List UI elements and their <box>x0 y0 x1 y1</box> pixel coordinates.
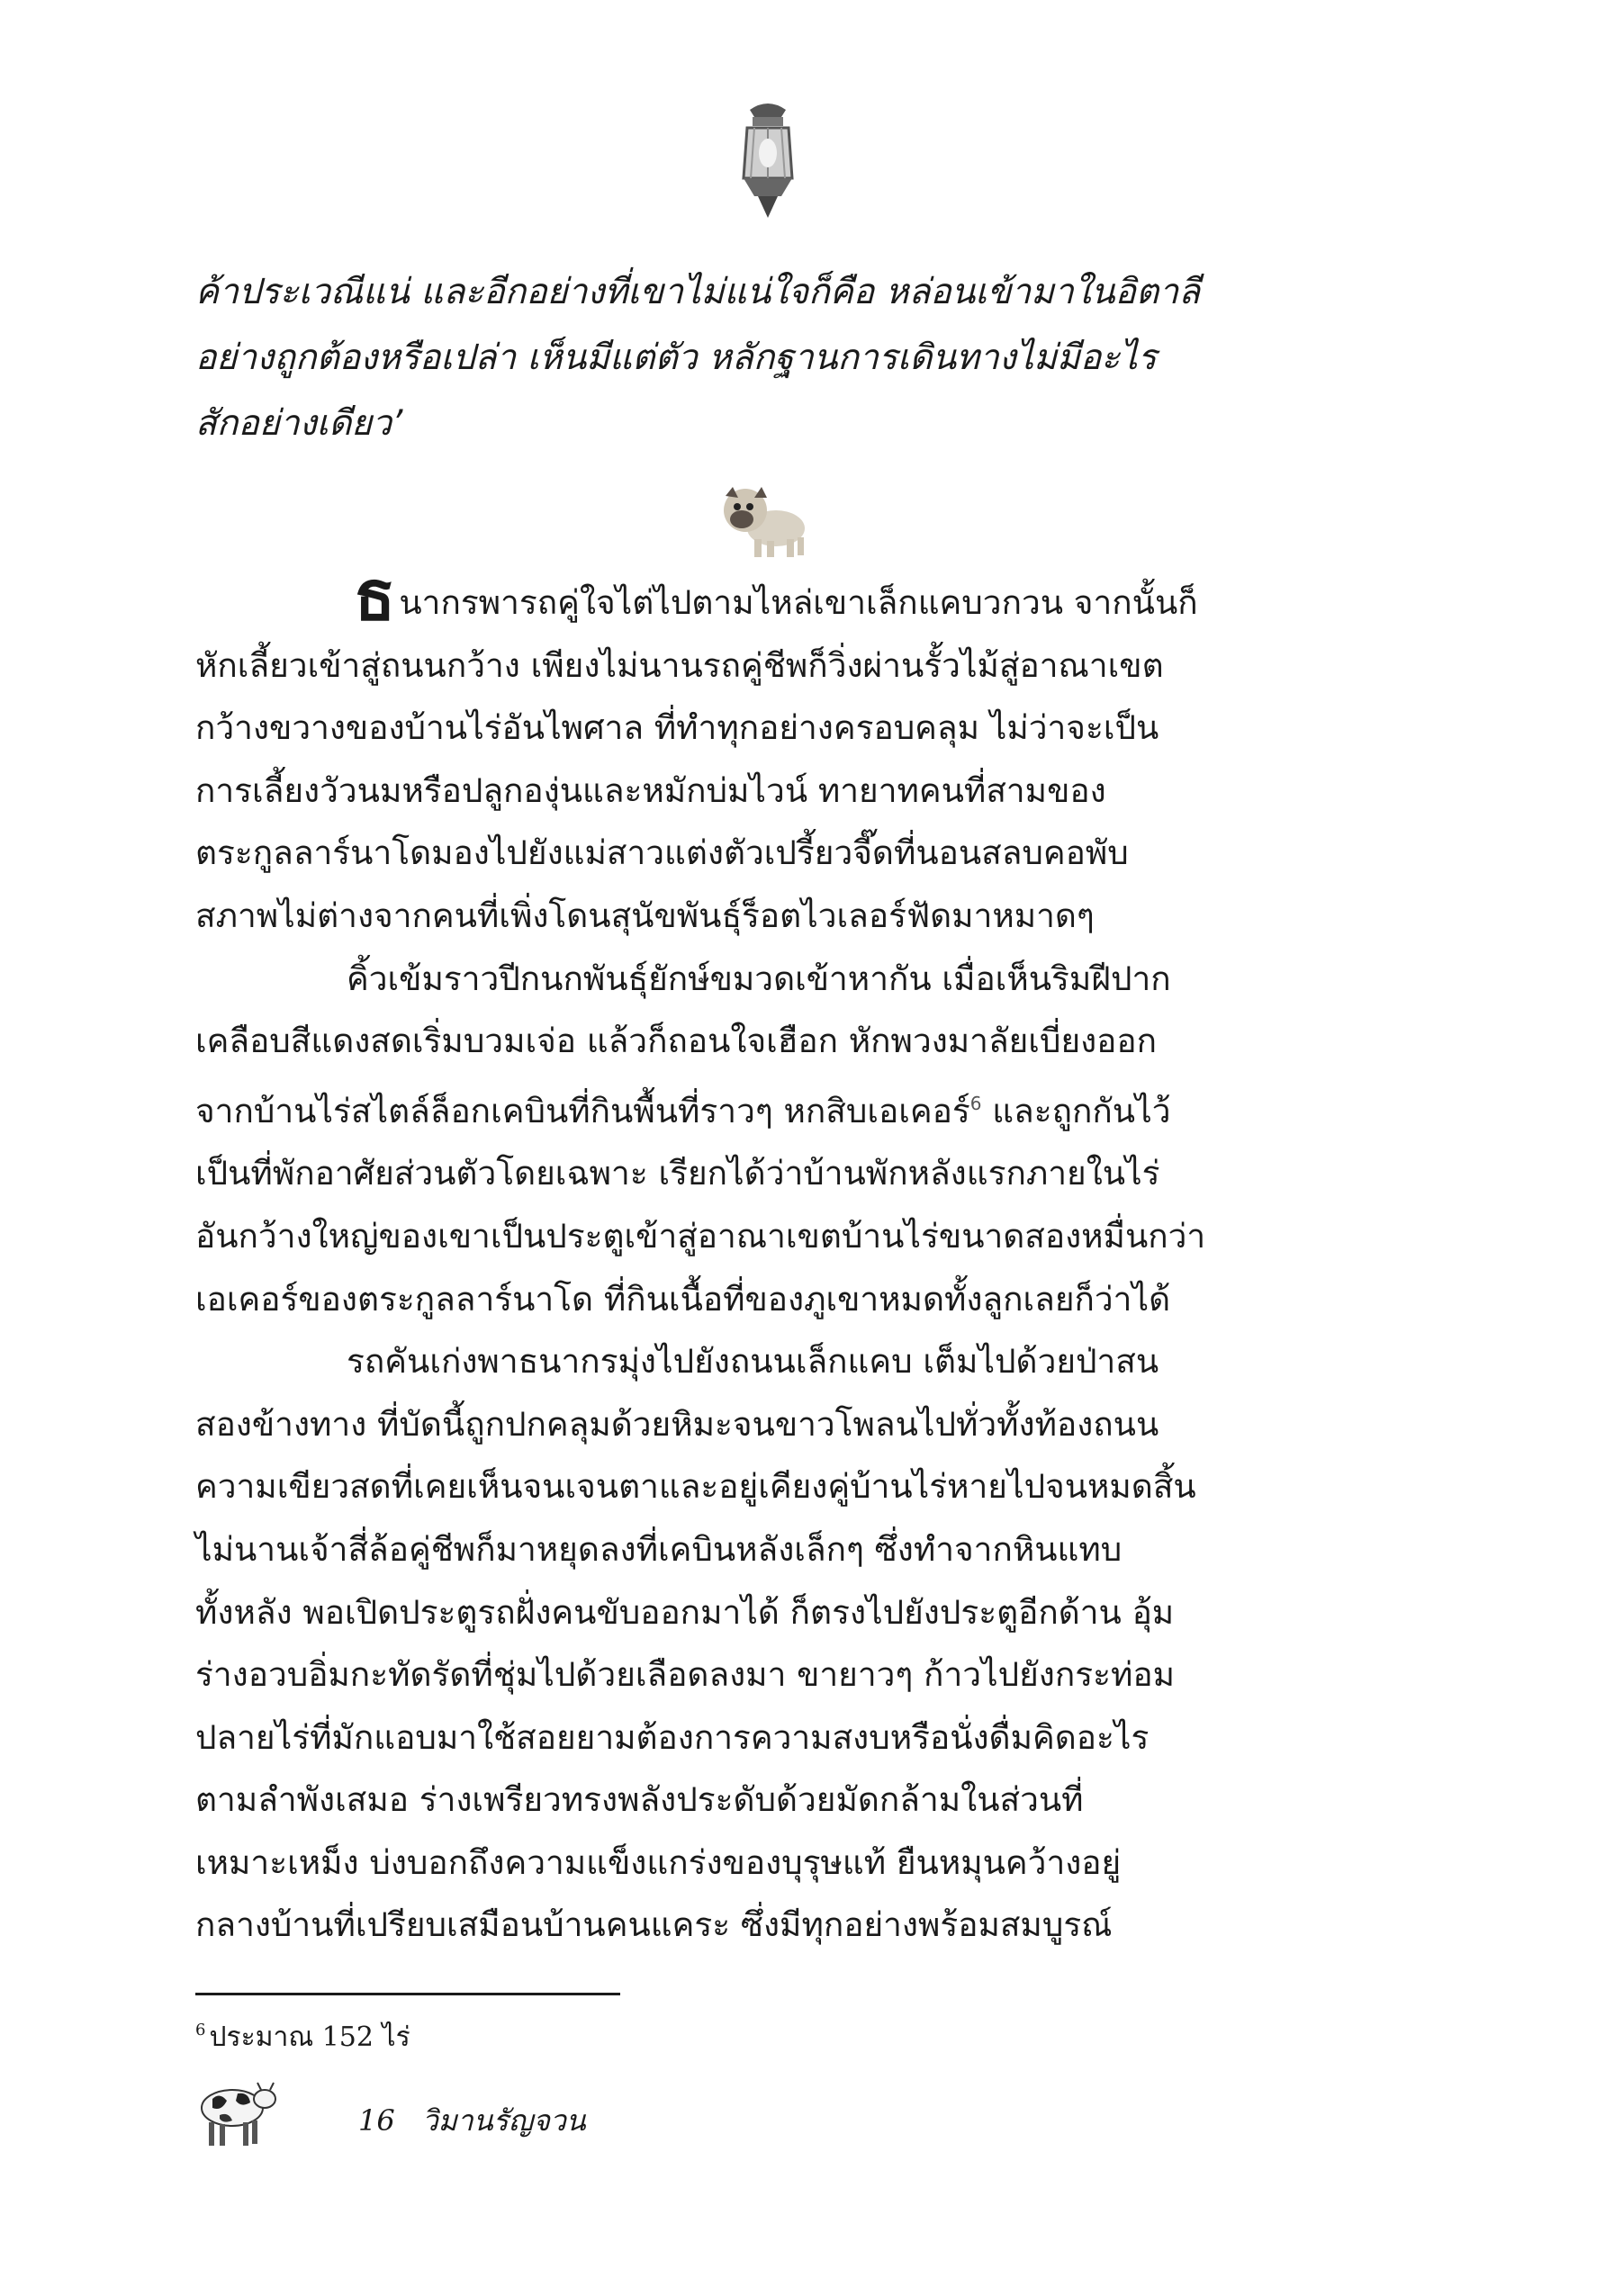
footnote-divider <box>195 1993 620 1995</box>
text-line: ความเขียวสดที่เคยเห็นจนเจนตาและอยู่เคียงคู่บ้านไร่หายไปจนหมดสิ้น <box>195 1467 1196 1507</box>
text-line: เอเคอร์ของตระกูลลาร์นาโด ที่กินเนื้อที่ของภูเขาหมดทั้งลูกเลยก็ว่าได้ <box>195 1279 1171 1319</box>
text-line: ปลายไร่ที่มักแอบมาใช้สอยยามต้องการความสงบหรือนั่งดื่มคิดอะไร <box>195 1717 1150 1757</box>
footnote <box>195 2012 410 2056</box>
page-number: 16 <box>358 2103 395 2138</box>
drop-cap: ธ <box>354 555 396 635</box>
text-line: ไม่นานเจ้าสี่ล้อคู่ชีพก็มาหยุดลงที่เคบินหลังเล็กๆ ซึ่งทำจากหินแทบ <box>195 1529 1123 1569</box>
cow-icon <box>193 2072 279 2153</box>
footnote-number: 6 <box>195 2021 206 2039</box>
text-line: หักเลี้ยวเข้าสู่ถนนกว้าง เพียงไม่นานรถคู่ชีพก็วิ่งผ่านรั้วไม้สู่อาณาเขต <box>195 645 1164 685</box>
footnote-text: ประมาณ 152 ไร่ <box>209 2021 410 2053</box>
pug-dog-icon <box>713 473 812 563</box>
text-line: กลางบ้านที่เปรียบเสมือนบ้านคนแคระ ซึ่งมีทุกอย่างพร้อมสมบูรณ์ <box>195 1905 1113 1945</box>
text-line: อย่างถูกต้องหรือเปล่า เห็นมีแต่ตัว หลักฐานการเดินทางไม่มีอะไร <box>195 338 1157 378</box>
italic-passage <box>195 259 1375 456</box>
text-line: เป็นที่พักอาศัยส่วนตัวโดยเฉพาะ เรียกได้ว่าบ้านพักหลังแรกภายในไร่ <box>195 1154 1160 1193</box>
page-footer <box>358 2102 586 2138</box>
text-line: ค้าประเวณีแน่ และอีกอย่างที่เขาไม่แน่ใจก็คือ หล่อนเข้ามาในอิตาลี <box>195 272 1201 312</box>
text-line: ทั้งหลัง พอเปิดประตูรถฝั่งคนขับออกมาได้ ก็ตรงไปยังประตูอีกด้าน อุ้ม <box>195 1592 1175 1632</box>
text-line: สักอย่างเดียว’ <box>195 403 403 444</box>
text-line: ร่างอวบอิ่มกะทัดรัดที่ชุ่มไปด้วยเลือดลงมา ขายาวๆ ก้าวไปยังกระท่อม <box>195 1655 1175 1695</box>
body-text <box>195 555 1375 1957</box>
text-line: ตระกูลลาร์นาโดมองไปยังแม่สาวแต่งตัวเปรี้ยวจี๊ดที่นอนสลบคอพับ <box>195 833 1129 873</box>
text-line: อันกว้างใหญ่ของเขาเป็นประตูเข้าสู่อาณาเขตบ้านไร่ขนาดสองหมื่นกว่า <box>195 1216 1206 1256</box>
text-line: รถคันเก่งพาธนากรมุ่งไปยังถนนเล็กแคบ เต็มไปด้วยป่าสน <box>347 1342 1159 1382</box>
text-line: คิ้วเข้มราวปีกนกพันธุ์ยักษ์ขมวดเข้าหากัน เมื่อเห็นริมฝีปาก <box>347 959 1171 998</box>
text-line: กว้างขวางของบ้านไร่อันไพศาล ที่ทำทุกอย่างครอบคลุม ไม่ว่าจะเป็น <box>195 708 1159 748</box>
text-line: สภาพไม่ต่างจากคนที่เพิ่งโดนสุนัขพันธุ์ร็อตไวเลอร์ฟัดมาหมาดๆ <box>195 896 1095 935</box>
lantern-icon <box>727 97 808 223</box>
book-title: วิมานรัญจวน <box>421 2103 586 2138</box>
text-line: ธนากรพารถคู่ใจไต่ไปตามไหล่เขาเล็กแคบวกวน จากนั้นก็ <box>354 555 1198 635</box>
text-line: สองข้างทาง ที่บัดนี้ถูกปกคลุมด้วยหิมะจนขาวโพลนไปทั่วทั้งท้องถนน <box>195 1404 1159 1444</box>
footnote-marker: 6 <box>969 1092 982 1114</box>
text-line: ตามลำพังเสมอ ร่างเพรียวทรงพลังประดับด้วยมัดกล้ามในส่วนที่ <box>195 1780 1084 1820</box>
text-line: การเลี้ยงวัวนมหรือปลูกองุ่นและหมักบ่มไวน์ ทายาทคนที่สามของ <box>195 770 1106 810</box>
text-line: เคลือบสีแดงสดเริ่มบวมเจ่อ แล้วก็ถอนใจเฮือก หักพวงมาลัยเบี่ยงออก <box>195 1022 1158 1061</box>
text-line: เหมาะเหม็ง บ่งบอกถึงความแข็งแกร่งของบุรุษแท้ ยืนหมุนคว้างอยู่ <box>195 1842 1122 1882</box>
text-line: จากบ้านไร่สไตล์ล็อกเคบินที่กินพื้นที่ราวๆ หกสิบเอเคอร์$^6$ และถูกกันไว้ <box>195 1091 1171 1130</box>
